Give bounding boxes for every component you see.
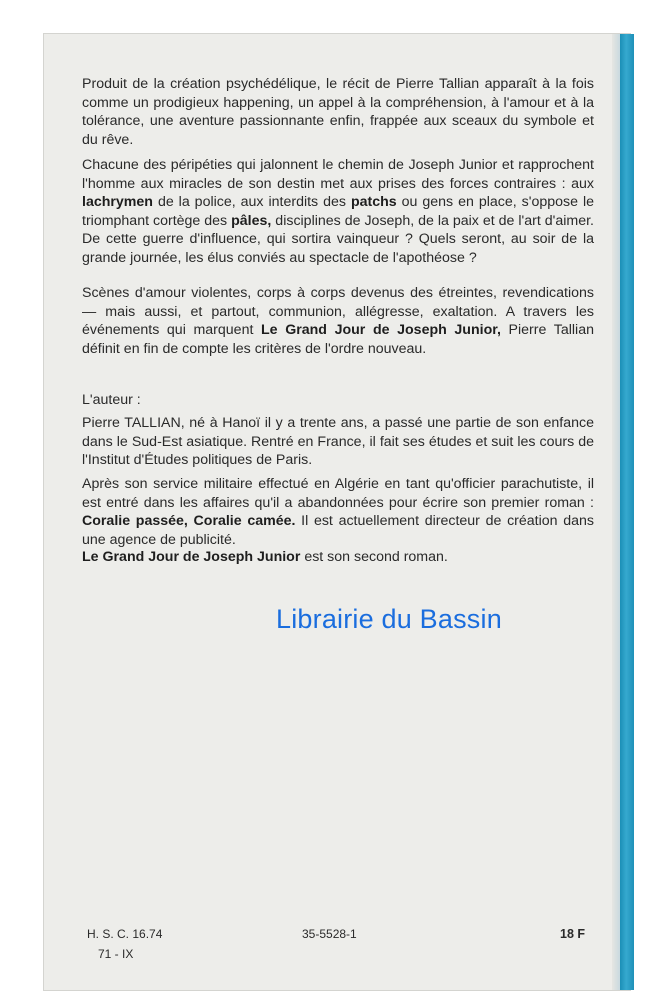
term-patchs: patchs bbox=[350, 194, 397, 211]
publisher-code: H. S. C. 16.74 bbox=[87, 927, 163, 941]
blurb-paragraph-2 bbox=[82, 156, 594, 268]
bookshop-watermark: Librairie du Bassin bbox=[276, 604, 502, 634]
book-title-mention: Le Grand Jour de Joseph Junior bbox=[82, 549, 301, 565]
blurb-text: Pierre Tallian définit en fin de compte les critères de l'ordre nouveau. bbox=[82, 322, 594, 357]
term-pales: pâles, bbox=[231, 212, 272, 229]
blurb-text: ou gens en place, s'oppose le triomphant cortège des bbox=[82, 194, 595, 229]
price-label: 18 F bbox=[560, 927, 586, 941]
author-heading: L'auteur : bbox=[82, 392, 141, 408]
print-code: 71 - IX bbox=[98, 947, 134, 961]
book-title-mention: Le Grand Jour de Joseph Junior, bbox=[261, 322, 501, 339]
author-paragraph-3 bbox=[82, 548, 594, 567]
blurb-paragraph-3 bbox=[82, 284, 594, 358]
term-lachrymen: lachrymen bbox=[82, 194, 153, 211]
author-text: est son second roman. bbox=[300, 549, 448, 565]
isbn-number: 35-5528-1 bbox=[302, 927, 357, 941]
book-spine-edge bbox=[620, 34, 634, 990]
first-novel-title: Coralie passée, Coralie camée. bbox=[82, 513, 296, 530]
blurb-text: Chacune des péripéties qui jalonnent le chemin de Joseph Junior et rapprochent l'homme aux miracles de son destin met aux prises des forces contraires : aux bbox=[82, 157, 594, 192]
blurb-text: Scènes d'amour violentes, corps à corps devenus des étreintes, revendications — mais aussi, et partout, communion, allégresse, exaltation. A travers les événements qui marquent bbox=[82, 285, 594, 339]
author-text: Il est actuellement directeur de création dans une agence de publicité. bbox=[82, 513, 595, 548]
cover-edge-shadow bbox=[612, 34, 620, 990]
blurb-paragraph-1: Produit de la création psychédélique, le récit de Pierre Tallian apparaît à la fois comme un prodigieux happening, un appel à la compréhension, à l'amour et à la tolérance, une aventure passionnante enfin, frappée aux sceaux du symbole et du rêve. bbox=[82, 76, 594, 148]
author-paragraph-2 bbox=[82, 475, 594, 549]
blurb-text: de la police, aux interdits des bbox=[152, 194, 351, 211]
author-paragraph-1: Pierre TALLIAN, né à Hanoï il y a trente ans, a passé une partie de son enfance dans le Sud-Est asiatique. Rentré en France, il fait ses études et suit les cours de l'Institut d'Études politiques de Paris. bbox=[82, 415, 594, 469]
author-text: Après son service militaire effectué en Algérie en tant qu'officier parachutiste, il est entré dans les affaires qu'il a abandonnées pour écrire son premier roman : bbox=[82, 476, 594, 511]
blurb-text: disciplines de Joseph, de la paix et de l'art d'aimer. De cette guerre d'influence, qui sortira vainqueur ? Quels seront, au soir de la grande journée, les élus conviés au spectacle de l'apothéose ? bbox=[82, 212, 594, 266]
